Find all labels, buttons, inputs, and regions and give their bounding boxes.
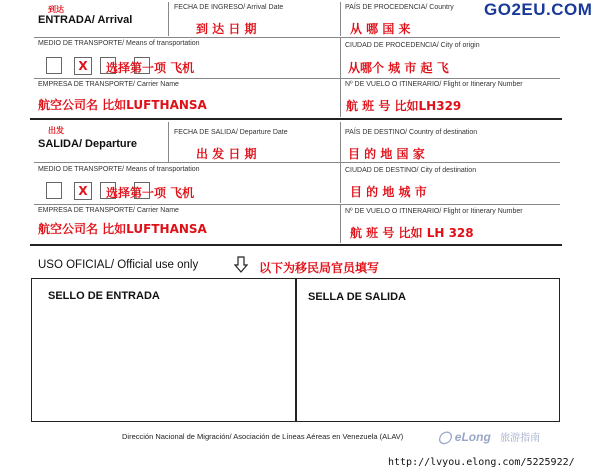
checkbox[interactable] [46,182,62,199]
entry-carrier-value: 航空公司名 比如LUFTHANSA [38,98,207,112]
entry-stamp-box [31,278,297,422]
departure-date-value: 出 发 日 期 [196,147,257,161]
exit-stamp-box [295,278,560,422]
departure-transport-label: MEDIO DE TRANSPORTE/ Means of transportation [38,166,200,173]
divider [340,2,341,36]
divider [34,78,560,79]
departure-city-value: 目 的 地 城 市 [350,185,427,199]
departure-country-value: 目 的 地 国 家 [348,147,425,161]
official-title: USO OFICIAL/ Official use only [38,259,199,271]
entry-carrier-label: EMPRESA DE TRANSPORTE/ Carrier Name [38,81,179,88]
departure-marker: 出发 [48,126,64,135]
entry-marker: 到达 [48,5,64,14]
divider [168,122,169,162]
entry-title: ENTRADA/ Arrival [38,14,133,26]
footer-text: Dirección Nacional de Migración/ Asociación de Líneas Aéreas en Venezuela (ALAV) [122,432,404,441]
entry-city-value: 从哪个 城 市 起 飞 [348,61,449,75]
departure-city-label: CIUDAD DE DESTINO/ City of destination [345,167,477,174]
arrow-down-icon [234,256,248,274]
departure-date-label: FECHA DE SALIDA/ Departure Date [174,129,288,136]
elong-logo-icon: ◯ [438,430,452,444]
departure-title: SALIDA/ Departure [38,138,138,150]
divider [340,79,341,117]
divider [34,162,560,163]
watermark-url: http://lvyou.elong.com/5225922/ [388,457,575,468]
departure-transport-note: 选择第一项 飞机 [106,186,195,200]
entry-flight-value: 航 班 号 比如LH329 [346,99,462,113]
section-divider [30,118,562,120]
official-note: 以下为移民局官员填写 [259,261,380,275]
departure-carrier-label: EMPRESA DE TRANSPORTE/ Carrier Name [38,207,179,214]
checkbox[interactable] [46,57,62,74]
entry-country-label: PAÍS DE PROCEDENCIA/ Country [345,4,454,11]
divider [168,2,169,36]
divider [34,204,560,205]
entry-date-value: 到 达 日 期 [196,22,257,36]
entry-flight-label: Nº DE VUELO O ITINERARIO/ Flight or Itinerary Number [345,81,523,88]
divider [340,163,341,203]
departure-country-label: PAÍS DE DESTINO/ Country of destination [345,129,478,136]
watermark-suffix: 旅游指南 [500,433,541,444]
checkbox-marked[interactable]: X [74,57,92,75]
divider [34,37,560,38]
entry-date-label: FECHA DE INGRESO/ Arrival Date [174,4,284,11]
entry-stamp-label: SELLO DE ENTRADA [48,290,160,302]
entry-city-label: CIUDAD DE PROCEDENCIA/ City of origin [345,42,480,49]
departure-carrier-value: 航空公司名 比如LUFTHANSA [38,222,207,236]
watermark-brand: eLong [454,430,491,444]
departure-flight-value: 航 班 号 比如 LH 328 [350,226,474,240]
divider [340,205,341,243]
watermark-top: GO2EU.COM [484,0,593,19]
watermark-bottom [438,429,540,444]
divider [340,38,341,78]
divider [340,122,341,162]
entry-transport-label: MEDIO DE TRANSPORTE/ Means of transportation [38,40,200,47]
checkbox-marked[interactable]: X [74,182,92,200]
entry-country-value: 从 哪 国 来 [350,22,411,36]
entry-transport-note: 选择第一项 飞机 [106,61,195,75]
section-divider [30,244,562,246]
exit-stamp-label: SELLA DE SALIDA [308,291,406,303]
departure-flight-label: Nº DE VUELO O ITINERARIO/ Flight or Itinerary Number [345,208,523,215]
